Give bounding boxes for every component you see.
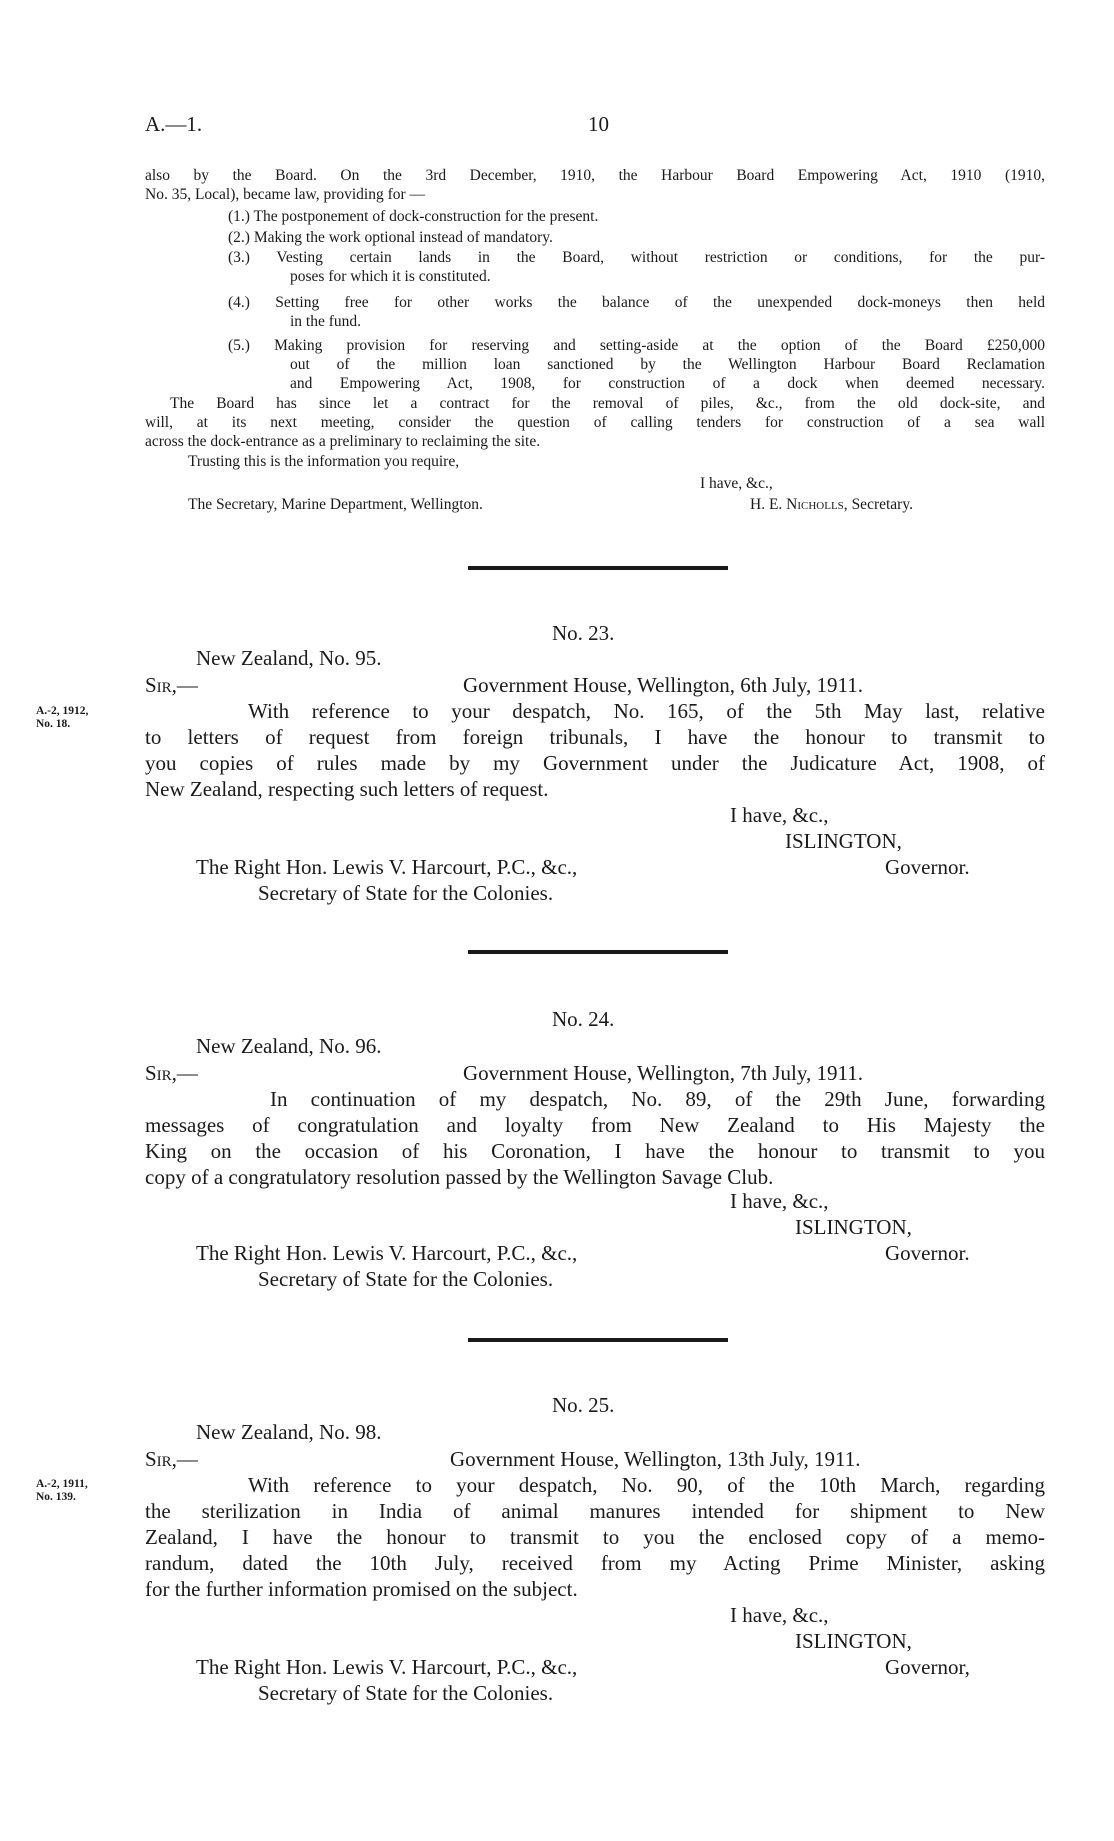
body-line: New Zealand, respecting such letters of request. [145, 777, 549, 801]
body-line: the sterilization in India of animal manures intended for shipment to New [145, 1499, 1045, 1523]
list-item: (3.) Vesting certain lands in the Board, without restriction or conditions, for the pur- [228, 249, 1045, 266]
body-line: The Board has since let a contract for the removal of piles, &c., from the old dock-site, and [170, 395, 1045, 412]
signatory-name: H. E. Nicholls, [750, 496, 848, 513]
margin-note-line: No. 139. [36, 1491, 76, 1503]
section-rule [468, 566, 728, 570]
list-item-cont: in the fund. [290, 313, 362, 330]
signatory-title: Secretary. [851, 496, 913, 513]
list-item-cont: poses for which it is constituted. [290, 268, 491, 285]
body-line: With reference to your despatch, No. 165, of the 5th May last, relative [248, 699, 1045, 723]
body-line: No. 35, Local), became law, providing for — [145, 186, 426, 203]
list-item: (5.) Making provision for reserving and setting-aside at the option of the Board £250,000 [228, 337, 1045, 354]
closing-line: Trusting this is the information you require, [188, 453, 460, 470]
signatory-title: Governor. [885, 1241, 970, 1265]
body-line: will, at its next meeting, consider the question of calling tenders for construction of a sea wall [145, 414, 1045, 431]
body-line: to letters of request from foreign tribunals, I have the honour to transmit to [145, 725, 1045, 749]
i-have: I have, &c., [730, 1603, 829, 1627]
margin-note-line: No. 18. [36, 718, 71, 730]
list-item: (4.) Setting free for other works the balance of the unexpended dock-moneys then held [228, 294, 1045, 311]
body-line: King on the occasion of his Coronation, I have the honour to transmit to you [145, 1139, 1045, 1163]
signatory: ISLINGTON, [795, 1215, 912, 1239]
salutation: Sir,— [145, 1447, 198, 1471]
page-number: 10 [588, 112, 609, 136]
signatory: ISLINGTON, [785, 829, 902, 853]
body-line: for the further information promised on the subject. [145, 1577, 578, 1601]
list-item: (2.) Making the work optional instead of mandatory. [228, 229, 553, 246]
body-line: you copies of rules made by my Government under the Judicature Act, 1908, of [145, 751, 1045, 775]
i-have: I have, &c., [700, 475, 773, 492]
signatory: ISLINGTON, [795, 1629, 912, 1653]
list-item-cont: and Empowering Act, 1908, for construction of a dock when deemed necessary. [290, 375, 1045, 392]
i-have: I have, &c., [730, 803, 829, 827]
nz-ref: New Zealand, No. 98. [196, 1420, 382, 1444]
signatory-title: Governor, [885, 1655, 970, 1679]
page-ref: A.—1. [145, 112, 203, 136]
addressee-office: Secretary of State for the Colonies. [258, 881, 554, 905]
place-date: Government House, Wellington, 7th July, 1911. [463, 1061, 863, 1085]
body-line: copy of a congratulatory resolution passed by the Wellington Savage Club. [145, 1165, 774, 1189]
i-have: I have, &c., [730, 1189, 829, 1213]
section-rule [468, 1338, 728, 1342]
addressee: The Right Hon. Lewis V. Harcourt, P.C., &c., [196, 855, 578, 879]
body-line: In continuation of my despatch, No. 89, of the 29th June, forwarding [270, 1087, 1045, 1111]
signature [750, 495, 913, 514]
place-date: Government House, Wellington, 6th July, 1911. [463, 673, 863, 697]
letter-number: No. 23. [552, 621, 615, 645]
addressee: The Right Hon. Lewis V. Harcourt, P.C., &c., [196, 1655, 578, 1679]
letter-number: No. 25. [552, 1393, 615, 1417]
body-line: across the dock-entrance as a preliminary to reclaiming the site. [145, 433, 541, 450]
list-item-cont: out of the million loan sanctioned by the Wellington Harbour Board Reclamation [290, 356, 1045, 373]
margin-note-line: A.-2, 1911, [36, 1478, 88, 1490]
body-line: randum, dated the 10th July, received from my Acting Prime Minister, asking [145, 1551, 1045, 1575]
margin-note-line: A.-2, 1912, [36, 705, 89, 717]
place-date: Government House, Wellington, 13th July, 1911. [450, 1447, 861, 1471]
nz-ref: New Zealand, No. 95. [196, 646, 382, 670]
body-line: With reference to your despatch, No. 90, of the 10th March, regarding [248, 1473, 1045, 1497]
body-line: messages of congratulation and loyalty from New Zealand to His Majesty the [145, 1113, 1045, 1137]
signatory-title: Governor. [885, 855, 970, 879]
addressee-office: Secretary of State for the Colonies. [258, 1681, 554, 1705]
salutation: Sir,— [145, 1061, 198, 1085]
addressee-office: Secretary of State for the Colonies. [258, 1267, 554, 1291]
letter-number: No. 24. [552, 1007, 615, 1031]
margin-note [36, 1478, 88, 1504]
list-item: (1.) The postponement of dock-construction for the present. [228, 208, 599, 225]
section-rule [468, 950, 728, 954]
nz-ref: New Zealand, No. 96. [196, 1034, 382, 1058]
body-line: also by the Board. On the 3rd December, 1910, the Harbour Board Empowering Act, 1910 (1910, [145, 167, 1045, 184]
margin-note [36, 705, 88, 731]
salutation: Sir,— [145, 673, 198, 697]
addressee: The Right Hon. Lewis V. Harcourt, P.C., &c., [196, 1241, 578, 1265]
body-line: Zealand, I have the honour to transmit to you the enclosed copy of a memo- [145, 1525, 1045, 1549]
addressee: The Secretary, Marine Department, Wellington. [188, 496, 483, 513]
